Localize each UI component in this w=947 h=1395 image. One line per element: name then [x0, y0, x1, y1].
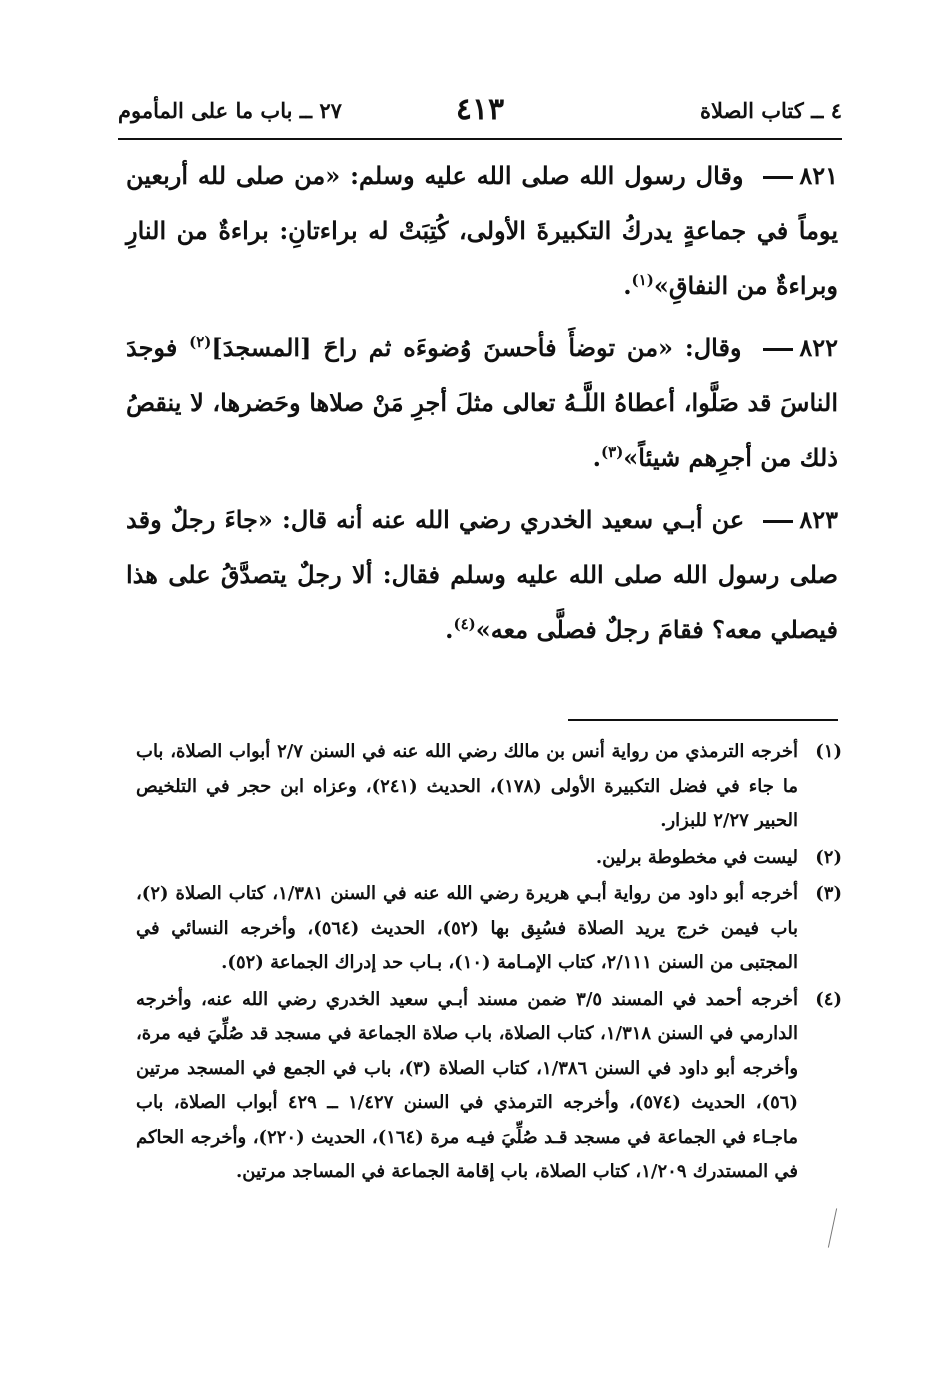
hadith-821 [126, 148, 838, 313]
header-rule [118, 138, 842, 140]
number-dash [763, 520, 793, 523]
footnote-marker[interactable]: (٣) [601, 443, 624, 461]
hadith-number: ٨٢٣ [799, 505, 839, 534]
page-number: ٤١٣ [455, 92, 505, 127]
footnote-text: أخرجه الترمذي من رواية أنس بن مالك رضي الله عنه في السنن ٢/٧ أبواب الصلاة، باب ما جاء في فضل التكبيرة الأولى (١٧٨)، الحديث (٢٤١)، وعزاه ابن حجر في التلخيص الحبير ٢/٢٧ للبزار. [136, 741, 798, 831]
footnote-rule [568, 719, 838, 721]
footnote-number: (٢) [815, 846, 842, 868]
hadith-text-cont: فوجدَ الناسَ قد صَلَّوا، أعطاهُ اللَّـهُ تعالى مثلَ أجرِ مَنْ صلاها وحَضرها، لا ينقصُ ذلك من أجرِهم شيئاً» [126, 333, 838, 472]
hadith-end: . [592, 443, 602, 472]
footnotes [136, 735, 842, 1192]
hadith-823 [126, 492, 838, 657]
hadith-number: ٨٢١ [799, 161, 838, 190]
footnote-text: ليست في مخطوطة برلين. [595, 846, 798, 868]
footnote-text: أخرجه أبو داود من رواية أبـي هريرة رضي الله عنه في السنن ١/٣٨١، كتاب الصلاة (٢)، باب فيمن خرج يريد الصلاة فسُبِق بها (٥٢)، الحديث (٥٦٤)، وأخرجه النسائي في المجتبى من السنن ٢/١١١، كتاب الإمـامة (١٠)، بـاب حد إدراك الجماعة (٥٢). [136, 883, 798, 973]
footnote-marker[interactable]: (٢) [189, 333, 212, 351]
hadith-822 [126, 320, 838, 485]
footnote-2 [136, 841, 842, 876]
footnote-marker[interactable]: (١) [631, 271, 654, 289]
footnote-4 [136, 983, 842, 1190]
number-dash [763, 176, 793, 179]
footnote-number: (٣) [815, 883, 842, 904]
footnote-1 [136, 735, 842, 839]
footnote-3 [136, 877, 842, 981]
hadith-text: وقال: «من توضأَ فأحسنَ وُضوءَه ثم راحَ [المسجدَ] [211, 333, 742, 362]
margin-pencil-mark [828, 1208, 837, 1247]
number-dash [763, 348, 793, 351]
footnote-text: أخرجه أحمد في المسند ٣/٥ ضمن مسند أبـي سعيد الخدري رضي الله عنه، وأخرجه الدارمي في السنن ١/٣١٨، كتاب الصلاة، باب صلاة الجماعة في مسجد قد صُلِّيَ فيه مرة، وأخرجه أبو داود في السنن ١/٣٨٦، كتاب الصلاة (٣)، باب في الجمع في المسجد مرتين (٥٦)، الحديث (٥٧٤)، وأخرجه الترمذي في السنن ١/٤٢٧ ــ ٤٢٩ أبواب الصلاة، باب ماجـاء في الجماعة في مسجد قـد صُلِّيَ فيـه مرة (١٦٤)، الحديث (٢٢٠)، وأخرجه الحاكم في المستدرك ١/٢٠٩، كتاب الصلاة، باب إقامة الجماعة في المساجد مرتين. [136, 988, 799, 1182]
footnote-number: (٤) [815, 988, 842, 1010]
hadith-text: عن أبـي سعيد الخدري رضي الله عنه أنه قال: «جاءَ رجلٌ وقد صلى رسول الله صلى الله عليه وسلم فقال: ألا رجلٌ يتصدَّقُ على هذا فيصلي معه؟ فقامَ رجلٌ فصلَّى معه» [126, 505, 838, 644]
footnote-number: (١) [815, 741, 842, 762]
hadith-end: . [623, 271, 632, 300]
footnote-marker[interactable]: (٤) [453, 615, 476, 633]
running-header [118, 92, 842, 136]
header-section: ٢٧ ــ باب ما على المأموم [118, 98, 342, 123]
hadith-number: ٨٢٢ [799, 333, 838, 362]
hadith-end: . [445, 615, 454, 644]
header-chapter: ٤ ــ كتاب الصلاة [700, 98, 842, 123]
hadith-text: وقال رسول الله صلى الله عليه وسلم: «من صلى لله أربعين يوماً في جماعةٍ يدركُ التكبيرةَ الأولى، كُتِبَتْ له براءتانِ: براءةٌ من النارِ وبراءةٌ من النفاقِ» [126, 161, 838, 300]
